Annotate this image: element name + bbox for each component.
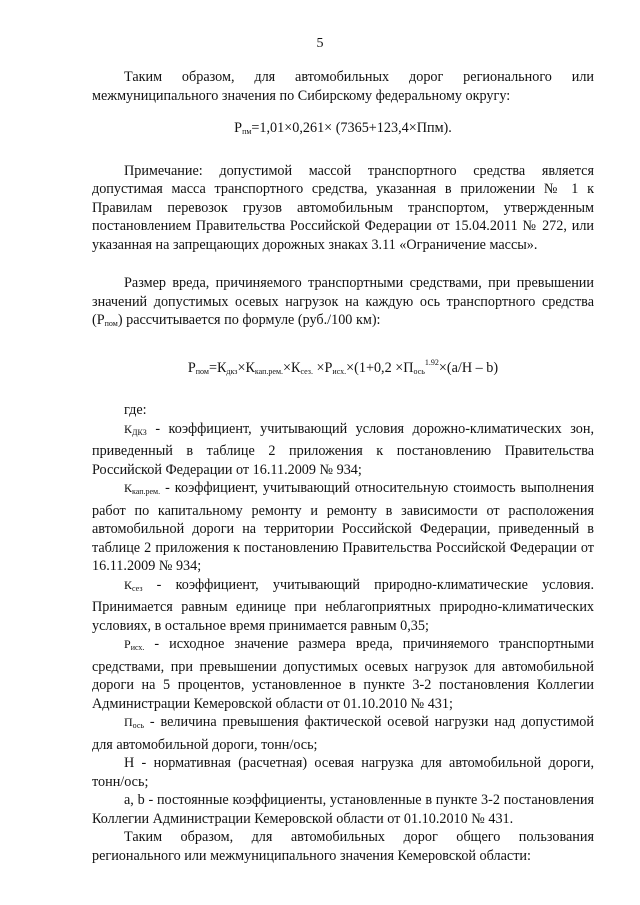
- def-pos-symbol: П: [124, 715, 133, 729]
- where-label: где:: [124, 402, 147, 418]
- def-pos-sub: ось: [132, 721, 145, 730]
- def-kkap-symbol: К: [124, 481, 133, 495]
- formula-ppom-p-sub: пом: [195, 366, 209, 376]
- def-risx: [92, 635, 594, 713]
- formula-ppm: [92, 119, 594, 142]
- formula-ppom-k1-sub: дкз: [226, 366, 238, 376]
- def-ksez: [92, 576, 594, 636]
- intro-paragraph: Таким образом, для автомобильных дорог регионального или межмуниципального значения по Сибирскому федеральному округу:: [92, 69, 594, 104]
- damage-paragraph-text: Размер вреда, причиняемого транспортными средствами, при превышении значений допустимых осевых нагрузок на каждую ось транспортного средства (Р: [92, 275, 594, 328]
- def-risx-text: - исходное значение размера вреда, причиняемого транспортными средствами, при превышении допустимых осевых нагрузок для автомобильной дороги на 5 процентов, установленное в пункте 3-2 постановления Коллегии Администрации Кемеровской области от 01.10.2010 № 431;: [92, 636, 594, 712]
- formula-ppm-lhs: Р: [234, 120, 243, 136]
- def-pos: [92, 713, 594, 754]
- def-kkap-text: - коэффициент, учитывающий относительную стоимость выполнения работ по капитальному ремонту и ремонту в зависимости от расположения автомобильной дороги на территории Российской Федерации, приведенный в таблице 2 приложения к постановлению Правительства Российской Федерации от 16.11.2009 № 934;: [92, 480, 594, 574]
- formula-ppom-pos-sub: ось: [413, 366, 425, 376]
- formula-ppom: [92, 354, 594, 382]
- formula-ppom-tail: ×(а/Н – b): [438, 359, 499, 376]
- formula-ppom-mid: ×(1+0,2 ×П: [346, 359, 414, 376]
- formula-ppom-k2: ×К: [237, 359, 255, 376]
- def-kkap-sub: кап.рем.: [132, 487, 161, 496]
- formula-ppom-k2-sub: кап.рем.: [254, 366, 284, 376]
- def-kdkz-text: - коэффициент, учитывающий условия дорожно-климатических зон, приведенный в таблице 2 приложения к постановлению Правительства Российской Федерации от 16.11.2009 № 934;: [92, 420, 594, 478]
- def-risx-sub: исх.: [130, 643, 145, 652]
- def-risx-symbol: Р: [124, 637, 131, 651]
- formula-ppom-k3: ×К: [283, 359, 301, 376]
- note-paragraph: Примечание: допустимой массой транспортного средства является допустимая масса транспортного средства, указанная в приложении № 1 к Правилам перевозок грузов автомобильным транспортом, утвержденным постановлением Правительства Российской Федерации от 15.04.2011 № 272, или указанная на запрещающих дорожных знаках 3.11 «Ограничение массы».: [92, 162, 594, 253]
- def-ksez-sub: сез: [132, 583, 143, 593]
- formula-ppom-r-sub: исх.: [332, 366, 347, 376]
- formula-ppom-r: ×Р: [312, 359, 333, 376]
- document-body: [92, 68, 594, 865]
- closing-paragraph: Таким образом, для автомобильных дорог общего пользования регионального или межмуниципального значения Кемеровской области:: [92, 829, 594, 864]
- formula-ppom-exponent: 1.92: [424, 357, 439, 367]
- damage-paragraph-tail: ) рассчитывается по формуле (руб./100 км):: [117, 312, 381, 328]
- def-pos-text: - величина превышения фактической осевой нагрузки над допустимой для автомобильной дороги, тонн/ось;: [92, 714, 594, 753]
- formula-ppom-k1: =К: [208, 359, 227, 376]
- def-ksez-text: - коэффициент, учитывающий природно-климатические условия. Принимается равным единице при неблагоприятных природно-климатических условиях, в остальное время принимается равным 0,35;: [92, 576, 594, 634]
- def-h: Н - нормативная (расчетная) осевая нагрузка для автомобильной дороги, тонн/ось;: [92, 755, 594, 790]
- damage-paragraph: [92, 274, 594, 334]
- def-kkap: [92, 479, 594, 576]
- def-kdkz-sub: ДКЗ: [132, 427, 147, 437]
- def-ksez-symbol: К: [124, 577, 133, 592]
- def-kdkz: [92, 420, 594, 480]
- formula-ppom-k3-sub: сез.: [300, 366, 313, 376]
- formula-ppom-p: Р: [187, 359, 196, 376]
- def-kdkz-symbol: К: [124, 421, 133, 436]
- damage-paragraph-sub: пом: [104, 319, 118, 328]
- def-ab: а, b - постоянные коэффициенты, установленные в пункте 3-2 постановления Коллегии Администрации Кемеровской области от 01.10.2010 № 431.: [92, 792, 594, 827]
- formula-ppm-rhs: =1,01×0,261× (7365+123,4×Ппм).: [251, 120, 452, 136]
- page-number: 5: [316, 36, 324, 51]
- formula-ppm-lhs-sub: пм: [242, 127, 252, 136]
